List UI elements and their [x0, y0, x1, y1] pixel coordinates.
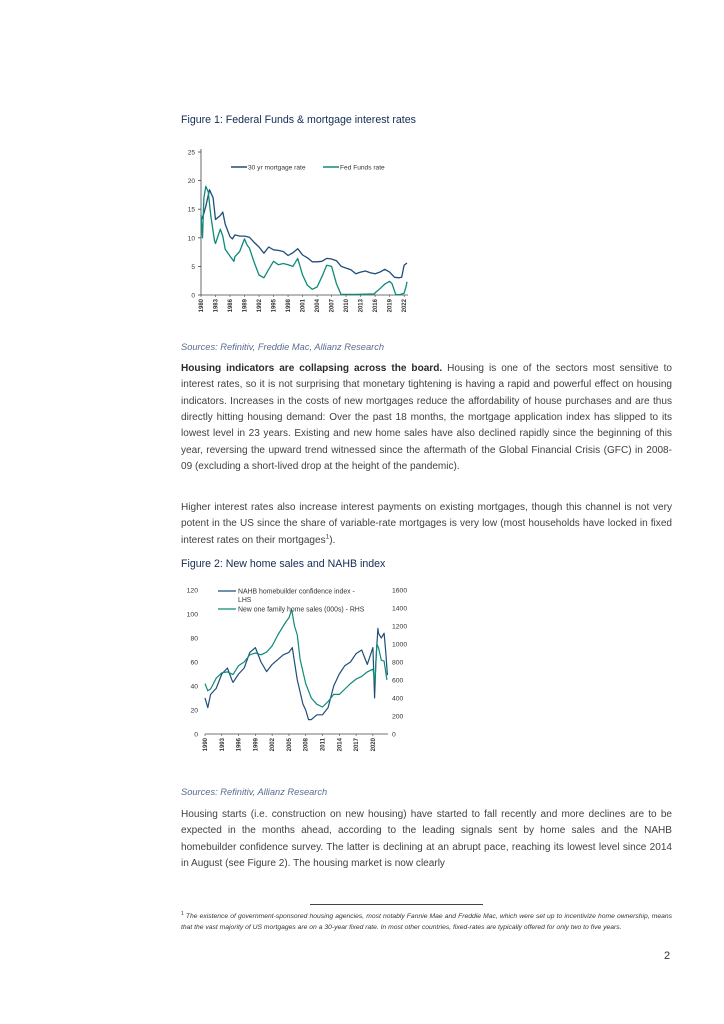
paragraph-lead-bold: Housing indicators are collapsing across the board. [181, 363, 443, 374]
figure2-source: Sources: Refinitiv, Allianz Research [181, 787, 328, 797]
x-tick-label: 2002 [270, 738, 277, 752]
y-left-tick-label: 0 [194, 731, 198, 739]
y-tick-label: 0 [191, 292, 195, 300]
x-tick-label: 2004 [315, 299, 322, 313]
x-tick-label: 1980 [199, 299, 205, 313]
y-right-tick-label: 1600 [392, 587, 408, 595]
x-tick-label: 1990 [203, 738, 209, 752]
x-tick-label: 2013 [358, 299, 365, 313]
x-tick-label: 1996 [236, 738, 243, 752]
x-tick-label: 2011 [320, 738, 327, 752]
footnote [181, 911, 672, 934]
paragraph-interest-payments [181, 500, 672, 549]
x-tick-label: 1983 [213, 299, 220, 313]
x-tick-label: 1989 [242, 299, 249, 313]
y-right-tick-label: 1200 [392, 623, 408, 631]
y-tick-label: 10 [187, 235, 195, 243]
x-tick-label: 2008 [303, 738, 310, 752]
series-new-home-sales-line [205, 610, 387, 707]
paragraph-end: ). [329, 534, 336, 546]
series-mortgage-rate-line [201, 190, 407, 278]
y-left-tick-label: 40 [190, 683, 198, 691]
y-left-tick-label: 60 [190, 659, 198, 667]
x-tick-label: 2016 [373, 299, 380, 313]
legend-label: New one family home sales (000s) - RHS [238, 606, 365, 614]
y-left-tick-label: 120 [186, 587, 198, 595]
x-tick-label: 2010 [344, 299, 351, 313]
footnote-reference[interactable]: 1 [325, 533, 330, 541]
y-left-tick-label: 80 [190, 635, 198, 643]
x-tick-label: 2022 [402, 299, 409, 313]
x-tick-label: 2005 [286, 738, 293, 752]
x-tick-label: 1999 [253, 738, 260, 752]
y-tick-label: 20 [187, 178, 195, 186]
paragraph-body: Housing is one of the sectors most sensitive to interest rates, so it is not surprising that monetary tightening is having a rapid and powerful effect on housing indicators. Increases in the costs of new mortgages reduce the affordability of house purchases and are thus directly hitting housing demand: Over the past 18 months, the mortgage application index has slipped to its lowest level in 23 years. Existing and new home sales have also declined rapidly since the beginning of this year, reversing the upward trend witnessed since the aftermath of the Global Financial Crisis (GFC) in 2008-09 (excluding a short-lived drop at the height of the pandemic). [181, 363, 672, 473]
x-tick-label: 1995 [271, 299, 278, 313]
x-tick-label: 2001 [300, 299, 307, 313]
y-right-tick-label: 400 [392, 695, 404, 703]
y-right-tick-label: 1400 [392, 605, 408, 613]
y-left-tick-label: 100 [186, 611, 198, 619]
x-tick-label: 2014 [337, 738, 344, 752]
figure1-chart [0, 0, 724, 340]
y-right-tick-label: 1000 [392, 641, 408, 649]
paragraph-housing-starts: Housing starts (i.e. construction on new housing) have started to fall recently and more declines are to be expected in the months ahead, according to the leading signals sent by home sales and the NAHB homebuilder confidence survey. The latter is declining at an abrupt pace, reaching its lowest level since 2014 in August (see Figure 2). The housing market is now clearly [181, 809, 672, 870]
x-tick-label: 1998 [286, 299, 293, 313]
y-right-tick-label: 0 [392, 731, 396, 739]
legend-label-continued: LHS [238, 597, 252, 604]
paragraph-housing-indicators [181, 361, 672, 475]
footnote-text: The existence of government-sponsored housing agencies, most notably Fannie Mae and Freddie Mac, which were set up to incentivize home ownership, means that the vast majority of US mortgages are on a 30-year fixed rate. In most other countries, fixed-rates are typically offered for only two to five years. [181, 913, 672, 932]
x-tick-label: 1992 [257, 299, 264, 313]
figure2-title: Figure 2: New home sales and NAHB index [181, 558, 386, 570]
page-number: 2 [664, 950, 671, 962]
y-tick-label: 25 [187, 149, 195, 157]
y-right-tick-label: 600 [392, 677, 404, 685]
y-right-tick-label: 200 [392, 713, 404, 721]
y-tick-label: 15 [187, 206, 195, 214]
footnote-divider [310, 904, 483, 905]
figure1-title: Figure 1: Federal Funds & mortgage interest rates [181, 114, 416, 126]
y-left-tick-label: 20 [190, 707, 198, 715]
x-tick-label: 1993 [219, 738, 226, 752]
footnote-marker: 1 [181, 910, 184, 917]
figure1-source: Sources: Refinitiv, Freddie Mac, Allianz Research [181, 342, 385, 352]
legend-label: Fed Funds rate [340, 164, 385, 172]
figure2-chart [0, 575, 724, 775]
y-tick-label: 5 [191, 263, 195, 271]
series-fed-funds-line [201, 186, 407, 294]
legend-label: NAHB homebuilder confidence index - [238, 588, 355, 596]
paragraph-body: Higher interest rates also increase interest payments on existing mortgages, though this channel is not very potent in the US since the share of variable-rate mortgages is very low (most households have locked in fixed interest rates on their mortgages [181, 502, 672, 546]
y-right-tick-label: 800 [392, 659, 404, 667]
legend-label: 30 yr mortgage rate [248, 164, 306, 172]
x-tick-label: 2007 [329, 299, 336, 313]
x-tick-label: 1986 [228, 299, 235, 313]
x-tick-label: 2019 [387, 299, 394, 313]
x-tick-label: 2017 [354, 738, 361, 752]
x-tick-label: 2020 [370, 738, 377, 752]
